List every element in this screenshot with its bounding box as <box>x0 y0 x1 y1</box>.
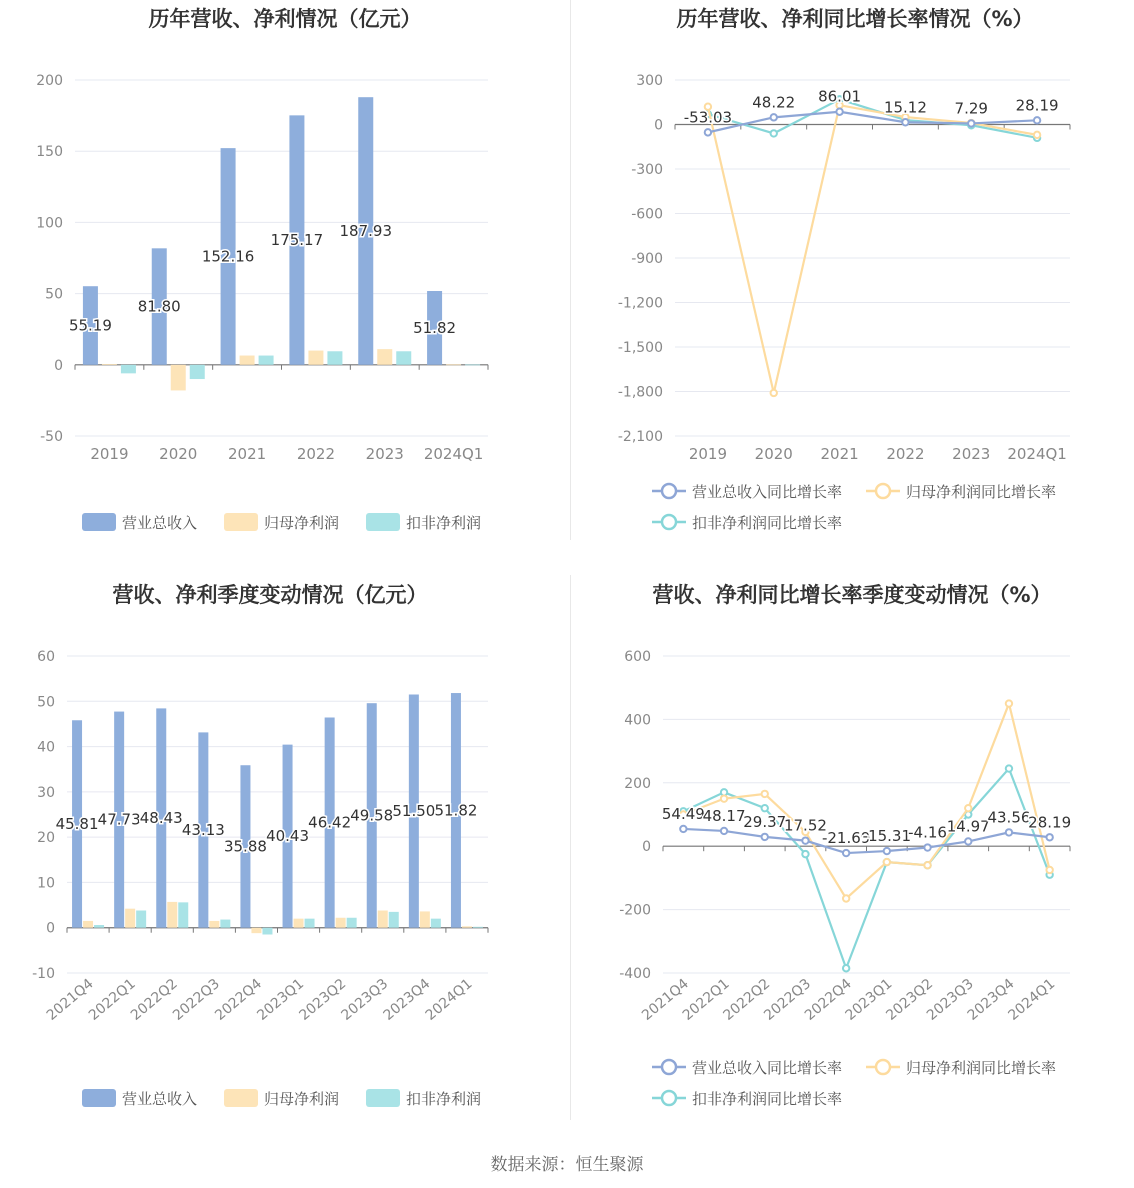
bar-3 <box>190 365 205 379</box>
series-point-1 <box>836 109 842 115</box>
y-tick-label: -400 <box>619 966 651 982</box>
data-label: 35.88 <box>223 837 267 856</box>
x-tick-label: 2022Q1 <box>85 975 139 1024</box>
chart-title: 历年营收、净利同比增长率情况（%） <box>676 7 1034 31</box>
bar-3 <box>136 911 146 928</box>
bar-2 <box>420 911 430 927</box>
x-tick-label: 2024Q1 <box>1007 445 1067 463</box>
x-tick-label: 2022Q4 <box>801 975 855 1024</box>
bar-3 <box>473 927 483 928</box>
series-point-3 <box>1006 765 1012 771</box>
bar-3 <box>220 920 230 928</box>
y-tick-label: 0 <box>54 357 63 374</box>
series-point-1 <box>884 848 890 854</box>
legend-label: 扣非净利润 <box>406 1090 482 1108</box>
bar-2 <box>251 928 261 933</box>
bar-2 <box>308 351 323 365</box>
data-source: 数据来源：恒生聚源 <box>490 1155 644 1175</box>
x-tick-label: 2023 <box>365 445 404 463</box>
series-point-2 <box>1034 132 1040 138</box>
y-tick-label: 600 <box>624 649 651 665</box>
y-tick-label: 20 <box>37 830 55 847</box>
data-label: 175.17 <box>270 231 324 250</box>
data-label: 55.19 <box>68 316 112 335</box>
x-tick-label: 2019 <box>90 445 129 463</box>
series-point-3 <box>843 965 849 971</box>
x-tick-label: 2022 <box>886 445 925 463</box>
y-tick-label: 50 <box>45 286 63 303</box>
legend-swatch <box>82 513 116 531</box>
data-label: -53.03 <box>683 108 733 127</box>
bar-2 <box>378 911 388 928</box>
bar-3 <box>396 351 411 365</box>
x-tick-label: 2022Q3 <box>170 975 223 1024</box>
y-tick-label: -300 <box>631 162 663 178</box>
chart-1 <box>36 7 488 532</box>
legend-label: 营业总收入同比增长率 <box>692 483 843 501</box>
y-tick-label: -50 <box>40 429 63 445</box>
y-tick-label: 60 <box>37 649 55 665</box>
divider-bottom <box>570 575 571 1120</box>
legend-label: 归母净利润 <box>264 514 340 532</box>
series-point-3 <box>802 851 808 857</box>
series-line-3 <box>683 769 1049 969</box>
y-tick-label: -2,100 <box>617 429 663 445</box>
x-tick-label: 2023 <box>952 445 991 463</box>
x-tick-label: 2021Q4 <box>639 975 692 1024</box>
legend-swatch <box>366 513 400 531</box>
y-tick-label: 200 <box>624 775 651 792</box>
x-tick-label: 2023Q3 <box>923 975 977 1024</box>
data-label: 45.81 <box>55 814 99 833</box>
x-tick-label: 2020 <box>159 445 198 463</box>
x-tick-label: 2022Q4 <box>212 975 266 1024</box>
series-point-1 <box>968 120 974 126</box>
bar-2 <box>102 364 117 365</box>
x-tick-label: 2019 <box>688 445 728 463</box>
legend-label: 扣非净利润 <box>406 514 482 532</box>
series-point-1 <box>924 844 930 850</box>
series-point-3 <box>762 805 768 811</box>
legend-marker <box>876 484 890 498</box>
data-label: 28.19 <box>1028 813 1072 832</box>
bar-3 <box>178 902 188 927</box>
series-point-2 <box>1046 867 1052 873</box>
x-tick-label: 2023Q1 <box>254 975 308 1024</box>
series-point-2 <box>843 895 849 901</box>
series-point-1 <box>721 828 727 834</box>
y-tick-label: 0 <box>642 839 651 856</box>
data-label: 43.56 <box>987 808 1031 827</box>
series-point-1 <box>902 119 908 125</box>
x-tick-label: 2021 <box>820 445 859 463</box>
x-tick-label: 2022Q1 <box>679 975 733 1024</box>
series-point-1 <box>680 826 686 832</box>
divider-top <box>570 0 571 540</box>
bar-2 <box>377 349 392 365</box>
x-tick-label: 2021Q4 <box>43 975 97 1024</box>
data-label: 7.29 <box>954 99 988 118</box>
data-label: 48.17 <box>702 806 746 825</box>
chart-title: 历年营收、净利情况（亿元） <box>148 7 422 31</box>
data-label: 51.82 <box>413 318 457 337</box>
data-label: 187.93 <box>339 221 392 240</box>
chart-3 <box>32 583 488 1108</box>
data-label: -4.16 <box>908 823 947 842</box>
data-label: 28.19 <box>1015 96 1059 115</box>
chart-title: 营收、净利同比增长率季度变动情况（%） <box>652 583 1052 607</box>
bar-3 <box>431 919 441 928</box>
chart-2 <box>618 7 1070 532</box>
y-tick-label: -200 <box>619 902 651 919</box>
x-tick-label: 2021 <box>227 445 267 463</box>
bar-2 <box>83 921 93 928</box>
bar-2 <box>240 356 255 365</box>
legend-label: 营业总收入同比增长率 <box>692 1059 843 1077</box>
y-tick-label: 100 <box>36 215 63 232</box>
y-tick-label: 40 <box>37 739 55 756</box>
y-tick-label: 300 <box>636 73 663 89</box>
series-point-1 <box>705 129 711 135</box>
series-point-1 <box>762 834 768 840</box>
data-label: 17.52 <box>783 816 827 835</box>
legend-marker <box>662 484 676 498</box>
data-label: 40.43 <box>266 827 310 846</box>
series-point-3 <box>771 130 777 136</box>
x-tick-label: 2020 <box>754 445 793 463</box>
data-label: 29.37 <box>743 812 787 831</box>
y-tick-label: 0 <box>46 920 55 937</box>
data-label: 54.49 <box>661 804 705 823</box>
bar-3 <box>262 928 272 935</box>
series-point-1 <box>843 850 849 856</box>
legend-label: 扣非净利润同比增长率 <box>692 514 843 532</box>
series-point-1 <box>965 838 971 844</box>
y-tick-label: 50 <box>37 694 55 711</box>
bar-2 <box>294 919 304 928</box>
data-label: 47.73 <box>97 810 141 829</box>
legend-label: 营业总收入 <box>122 1090 198 1108</box>
x-tick-label: 2023Q2 <box>883 975 937 1024</box>
series-point-1 <box>1034 117 1040 123</box>
bar-3 <box>465 365 480 366</box>
y-tick-label: 30 <box>37 784 55 801</box>
bar-3 <box>347 918 357 928</box>
x-tick-label: 2024Q1 <box>422 975 476 1024</box>
series-point-2 <box>771 390 777 396</box>
data-label: 48.22 <box>752 93 796 112</box>
chart-4 <box>619 583 1071 1108</box>
x-tick-label: 2023Q4 <box>964 975 1018 1024</box>
legend-label: 扣非净利润同比增长率 <box>692 1090 843 1108</box>
y-tick-label: 400 <box>624 712 651 729</box>
bar-2 <box>171 365 186 391</box>
y-tick-label: -1,500 <box>617 340 663 356</box>
series-point-2 <box>721 795 727 801</box>
y-tick-label: -900 <box>631 251 663 267</box>
data-label: 48.43 <box>139 809 183 828</box>
bar-3 <box>305 919 315 928</box>
y-tick-label: -10 <box>32 966 55 982</box>
bar-3 <box>94 925 104 928</box>
series-point-2 <box>965 805 971 811</box>
data-label: 152.16 <box>201 247 255 266</box>
data-label: 14.97 <box>946 817 990 836</box>
x-tick-label: 2023Q2 <box>296 975 350 1024</box>
x-tick-label: 2022Q3 <box>761 975 815 1024</box>
data-label: 86.01 <box>818 87 862 106</box>
legend-swatch <box>224 513 258 531</box>
y-tick-label: 10 <box>37 875 55 892</box>
series-point-1 <box>1046 834 1052 840</box>
x-tick-label: 2022Q2 <box>720 975 774 1024</box>
data-label: 43.13 <box>181 821 225 840</box>
x-tick-label: 2022Q2 <box>127 975 181 1024</box>
bar-2 <box>462 926 472 927</box>
series-line-2 <box>683 704 1049 899</box>
y-tick-label: -1,800 <box>617 384 663 401</box>
series-point-1 <box>771 114 777 120</box>
bar-2 <box>167 902 177 928</box>
legend-marker <box>662 1091 676 1105</box>
legend-label: 营业总收入 <box>122 514 198 532</box>
x-tick-label: 2022 <box>296 445 336 463</box>
bar-3 <box>121 365 136 374</box>
legend-swatch <box>82 1089 116 1107</box>
legend-marker <box>876 1060 890 1074</box>
bar-2 <box>209 921 219 928</box>
y-tick-label: -600 <box>631 206 663 223</box>
series-point-2 <box>1006 700 1012 706</box>
series-line-2 <box>708 105 1037 393</box>
legend-swatch <box>224 1089 258 1107</box>
y-tick-label: 200 <box>36 73 63 89</box>
x-tick-label: 2023Q4 <box>380 975 434 1024</box>
data-label: 15.12 <box>883 98 927 117</box>
bar-2 <box>125 909 135 928</box>
data-label: 49.58 <box>350 806 394 825</box>
legend-label: 归母净利润同比增长率 <box>906 1059 1057 1077</box>
series-point-2 <box>762 791 768 797</box>
bar-2 <box>446 364 461 365</box>
series-point-2 <box>924 862 930 868</box>
bar-3 <box>389 912 399 928</box>
data-label: 51.50 <box>392 802 436 821</box>
data-label: -15.31 <box>862 827 912 846</box>
x-tick-label: 2024Q1 <box>1005 975 1059 1024</box>
chart-title: 营收、净利季度变动情况（亿元） <box>112 583 428 607</box>
series-point-1 <box>1006 829 1012 835</box>
data-label: 51.82 <box>434 801 478 820</box>
x-tick-label: 2023Q3 <box>338 975 392 1024</box>
legend-marker <box>662 515 676 529</box>
legend-marker <box>662 1060 676 1074</box>
legend-swatch <box>366 1089 400 1107</box>
x-tick-label: 2023Q1 <box>842 975 896 1024</box>
bar-2 <box>336 918 346 928</box>
x-tick-label: 2024Q1 <box>423 445 484 463</box>
data-label: 81.80 <box>137 297 181 316</box>
bar-3 <box>259 356 274 365</box>
y-tick-label: 150 <box>36 144 63 161</box>
y-tick-label: -1,200 <box>617 295 663 312</box>
data-label: -21.69 <box>821 829 871 848</box>
data-label: 46.42 <box>308 813 352 832</box>
legend-label: 归母净利润同比增长率 <box>906 483 1057 501</box>
y-tick-label: 0 <box>654 117 663 134</box>
legend-label: 归母净利润 <box>264 1090 340 1108</box>
series-point-2 <box>884 859 890 865</box>
bar-3 <box>327 351 342 365</box>
series-point-1 <box>802 837 808 843</box>
